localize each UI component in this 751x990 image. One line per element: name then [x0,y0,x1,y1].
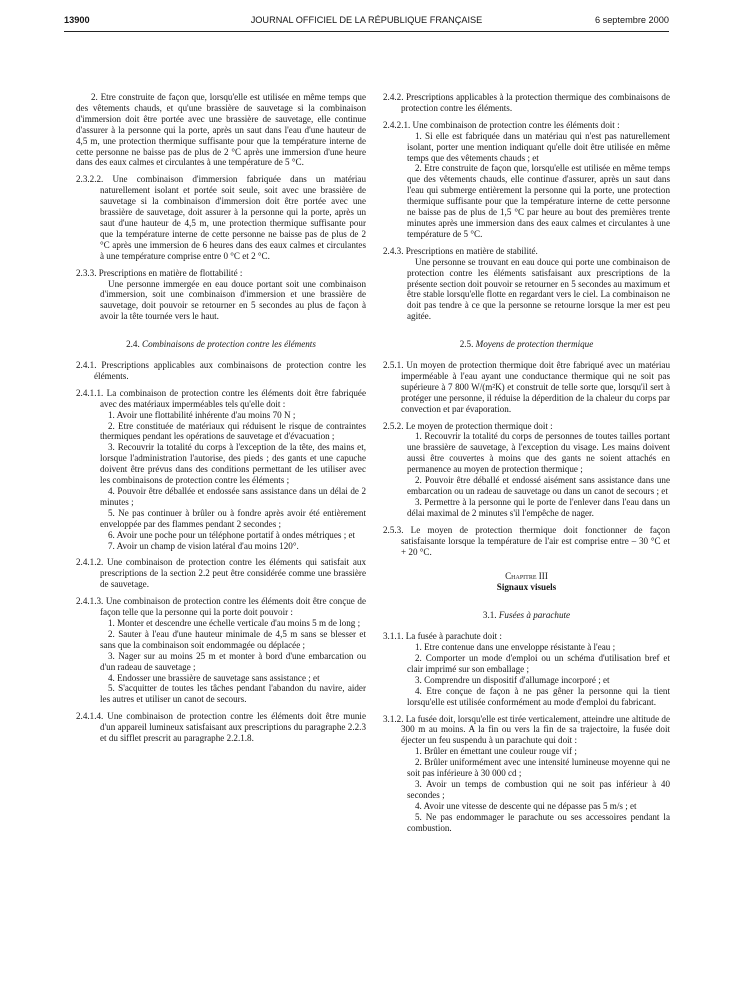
section-title-text: Moyens de protection thermique [475,339,594,350]
list-item: 2. Etre construite de façon que, lorsqu'elle est utilisée en même temps que des vêtements chauds, elle continue d'assurer, après un saut dans l'eau qui submerge entièrement la personne qui la porte, une protection thermique suffisante pour que la température interne de cette personne ne baisse pas de plus de 1,5 °C par heure au bout des premières trente minutes après une immersion dans des eaux calmes et circulantes à une température de 5 °C. [407,163,670,239]
list-item: 5. S'acquitter de toutes les tâches pendant l'abandon du navire, aider les autres et utiliser un canot de secours. [100,683,366,705]
numbered-paragraph: 2.5.3. Le moyen de protection thermique doit fonctionner de façon satisfaisante lorsque la température de l'air est comprise entre – 30 °C et + 20 °C. [383,524,670,557]
list-item: 3. Permettre à la personne qui le porte de l'enlever dans l'eau dans un délai maximal de 2 minutes s'il l'empêche de nager. [407,496,670,518]
list-item: 2. Comporter un mode d'emploi ou un schéma d'utilisation bref et clair imprimé sur son emballage ; [407,652,670,674]
chapter-title: Signaux visuels [496,582,557,593]
publication-date: 6 septembre 2000 [594,15,669,25]
list-item: 1. Avoir une flottabilité inhérente d'au moins 70 N ; [108,409,296,420]
section-heading [383,610,670,621]
list-item: 2. Pouvoir être déballé et endossé aisément sans assistance dans une embarcation ou un radeau de sauvetage ou dans un canot de secours ; et [407,475,670,496]
list-item: 2. Brûler uniformément avec une intensité lumineuse moyenne qui ne soit pas inférieure à 30 000 cd ; [407,757,670,779]
numbered-paragraph: 2.3.2.2. Une combinaison d'immersion fabriquée dans un matériau naturellement isolant et portée soit seule, soit avec une brassière de sauvetage si la combinaison d'immersion doit être portée avec une brassière de sauvetage, doit assurer à la personne qui la porte, après un saut d'une hauteur de 4,5 m, une protection thermique suffisante pour que la température interne de cette personne ne baisse pas de plus de 2 °C après une immersion de 6 heures dans des eaux calmes et circulantes à une température comprise entre 0 °C et 2 °C. [76,174,366,261]
numbered-paragraph: 2.5.1. Un moyen de protection thermique doit être fabriqué avec un matériau imperméable à l'eau ayant une conductance thermique qui ne soit pas supérieure à 7 800 W/(m²K) et construit de telle sorte que, lorsqu'il sert à protéger une personne, il réduise la déperdition de la chaleur du corps par convection et par évaporation. [383,360,670,414]
list-item: 3. Comprendre un dispositif d'allumage incorporé ; et [415,674,610,685]
section-heading [76,339,366,350]
section-title-text: Fusées à parachute [498,610,571,621]
numbered-paragraph: 2.4.3. Prescriptions en matière de stabilité. [383,245,538,256]
list-item: 2. Etre constituée de matériaux qui réduisent le risque de contraintes thermiques pendant les opérations de sauvetage et d'évacuation ; [100,420,366,442]
list-item: 1. Recouvrir la totalité du corps de personnes de toutes tailles portant une brassière de sauvetage, à l'exception du visage. Les mains doivent aussi être couvertes à moins que des gants ne soient attachés en permanence au moyen de protection thermique ; [407,431,670,475]
list-item: Une personne se trouvant en eau douce qui porte une combinaison de protection contre les éléments satisfaisant aux prescriptions de la présente section doit pouvoir se retourner en 5 secondes au maximum et être stable lorsqu'elle flotte en regardant vers le ciel. La combinaison ne doit pas tendre à ce que la personne se retourne lorsque la mer est peu agitée. [407,256,670,322]
list-item: 4. Avoir une vitesse de descente qui ne dépasse pas 5 m/s ; et [415,800,637,811]
left-column [76,92,366,744]
numbered-paragraph: 2.4.1.1. La combinaison de protection contre les éléments doit être fabriquée avec des matériaux imperméables tels qu'elle doit : [76,387,366,409]
section-number: 2.4. [126,339,140,350]
numbered-paragraph: 2.4.2.1. Une combinaison de protection contre les éléments doit : [383,119,620,130]
list-item: 2. Sauter à l'eau d'une hauteur minimale de 4,5 m sans se blesser et sans que la combinaison soit endommagée ou déplacée ; [100,628,366,650]
numbered-paragraph: 2.5.2. Le moyen de protection thermique doit : [383,420,553,431]
numbered-paragraph: 2.4.1.3. Une combinaison de protection contre les éléments doit être conçue de façon telle que la personne qui la porte doit pouvoir : [76,596,366,618]
section-heading [383,339,670,350]
list-item: 5. Ne pas continuer à brûler ou à fondre après avoir été entièrement enveloppée par des flammes pendant 2 secondes ; [100,507,366,529]
list-item: 3. Recouvrir la totalité du corps à l'exception de la tête, des mains et, lorsque l'administration l'autorise, des pieds ; des gants et une capuche doivent être prévus dans des conditions permettant de les utiliser avec les combinaisons de protection contre les éléments ; [100,442,366,486]
list-item: 4. Endosser une brassière de sauvetage sans assistance ; et [108,672,320,683]
page-header [64,15,669,29]
section-title-text: Combinaisons de protection contre les éléments [142,339,316,350]
section-number: 2.5. [459,339,474,350]
journal-title: JOURNAL OFFICIEL DE LA RÉPUBLIQUE FRANÇAISE [250,15,483,25]
list-item: 1. Si elle est fabriquée dans un matériau qui n'est pas naturellement isolant, porter une mention indiquant qu'elle doit être utilisée en même temps que des vêtements chauds ; et [407,130,670,163]
list-item: 4. Etre conçue de façon à ne pas gêner la personne qui la tient lorsqu'elle est utilisée conformément au mode d'emploi du fabricant. [407,685,670,707]
numbered-paragraph: 2.4.2. Prescriptions applicables à la protection thermique des combinaisons de protection contre les éléments. [383,92,670,113]
numbered-paragraph: 3.1.1. La fusée à parachute doit : [383,631,502,642]
list-item: 6. Avoir une poche pour un téléphone portatif à ondes métriques ; et [108,529,356,540]
list-item: 1. Brûler en émettant une couleur rouge vif ; [415,746,577,757]
list-item: 1. Etre contenue dans une enveloppe résistante à l'eau ; [415,642,616,653]
list-item: 5. Ne pas endommager le parachute ou ses accessoires pendant la combustion. [407,811,670,833]
page-number: 13900 [64,15,90,25]
numbered-paragraph: 2.4.1. Prescriptions applicables aux combinaisons de protection contre les éléments. [76,360,366,381]
numbered-paragraph: 2. Etre construite de façon que, lorsqu'elle est utilisée en même temps que des vêtements chauds, et qu'une brassière de sauvetage si la combinaison d'immersion doit être portée avec une brassière de sauvetage, elle continue d'assurer à la personne qui la porte, après un saut dans l'eau d'une hauteur de 4,5 m, une protection thermique suffisante pour que la température interne de cette personne ne baisse pas de plus de 2 °C après une immersion d'une heure dans des eaux calmes et circulantes à une température de 5 °C. [76,92,366,168]
list-item: 7. Avoir un champ de vision latéral d'au moins 120°. [108,540,299,551]
right-column [383,92,670,833]
list-item: 3. Nager sur au moins 25 m et monter à bord d'une embarcation ou d'un radeau de sauvetage ; [100,650,366,672]
list-item: 3. Avoir un temps de combustion qui ne soit pas inférieur à 40 secondes ; [407,778,670,800]
header-rule [64,31,669,32]
list-item: 1. Monter et descendre une échelle verticale d'au moins 5 m de long ; [108,617,361,628]
numbered-paragraph: 2.4.1.4. Une combinaison de protection contre les éléments doit être munie d'un appareil lumineux satisfaisant aux prescriptions du paragraphe 2.2.3 et du sifflet prescrit au paragraphe 2.2.1.8. [76,711,366,744]
numbered-paragraph: 3.1.2. La fusée doit, lorsqu'elle est tirée verticalement, atteindre une altitude de 300 m au moins. A la fin ou vers la fin de sa trajectoire, la fusée doit éjecter un feu suspendu à un parachute qui doit : [383,713,670,746]
list-item: Une personne immergée en eau douce portant soit une combinaison d'immersion, soit une combinaison d'immersion et une brassière de sauvetage, doit pouvoir se retourner en 5 secondes au plus de façon à avoir la tête tournée vers le haut. [100,278,366,322]
section-number: 3.1. [482,610,497,621]
numbered-paragraph: 2.4.1.2. Une combinaison de protection contre les éléments qui satisfait aux prescriptions de la section 2.2 peut être considérée comme une brassière de sauvetage. [76,557,366,590]
chapter-heading: Chapitre III [505,571,548,582]
numbered-paragraph: 2.3.3. Prescriptions en matière de flottabilité : [76,267,243,278]
list-item: 4. Pouvoir être déballée et endossée sans assistance dans un délai de 2 minutes ; [100,486,366,507]
